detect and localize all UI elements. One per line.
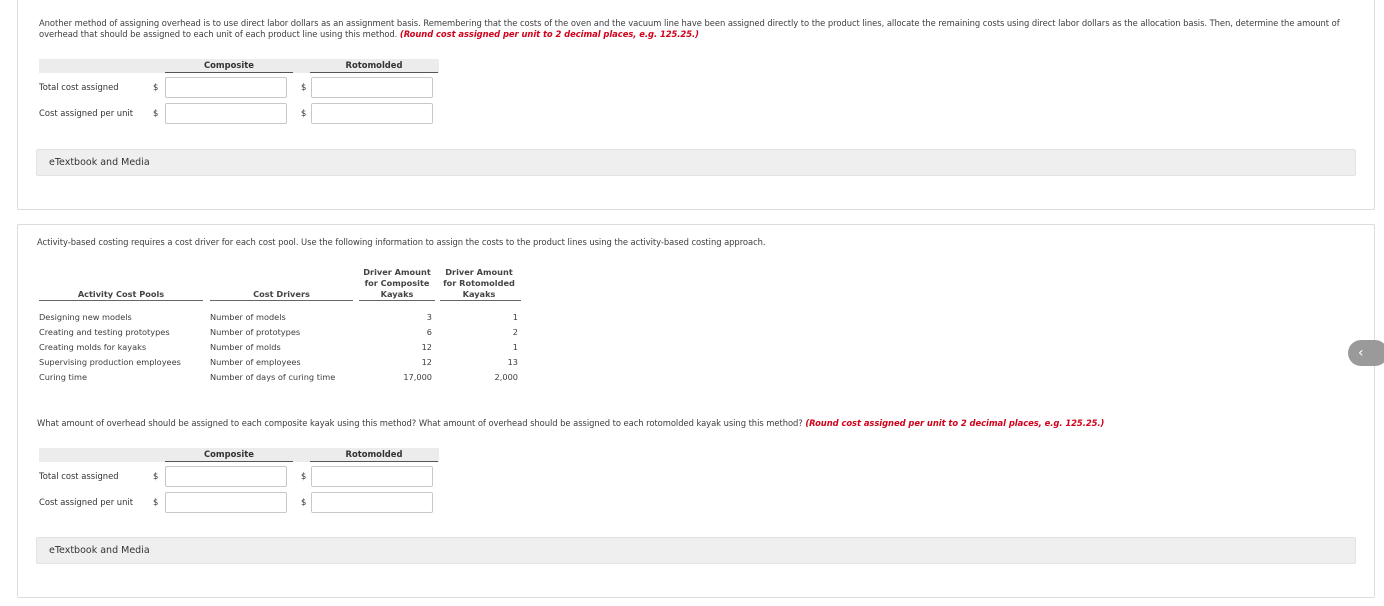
- dollar-sign: $: [301, 108, 307, 118]
- driver-cell: Number of prototypes: [210, 327, 301, 337]
- row-label-cost-per-unit: Cost assigned per unit: [39, 108, 134, 118]
- row-label-cost-per-unit: Cost assigned per unit: [39, 497, 134, 507]
- composite-amount-cell: 12: [421, 342, 432, 352]
- abc-rotomolded-cost-per-unit-input[interactable]: [311, 492, 433, 513]
- column-header-composite: Composite: [165, 59, 293, 73]
- pool-cell: Curing time: [39, 372, 88, 382]
- abc-composite-total-cost-input[interactable]: [165, 466, 287, 487]
- driver-cell: Number of models: [210, 312, 286, 322]
- dollar-sign: $: [153, 497, 159, 507]
- row-label-total-cost: Total cost assigned: [39, 471, 119, 481]
- dollar-sign: $: [153, 82, 159, 92]
- composite-total-cost-input[interactable]: [165, 77, 287, 98]
- chevron-left-icon: ‹: [1358, 345, 1364, 361]
- abc-question: What amount of overhead should be assigned to each composite kayak using this method? What amount of overhead should be assigned to each rotomolded kayak using this method? (Round cost assigned per unit to 2 decimal places, e.g. 125.25.): [37, 418, 1105, 428]
- composite-amount-cell: 12: [421, 357, 432, 367]
- rotomolded-cost-per-unit-input[interactable]: [311, 103, 433, 124]
- rounding-instruction: (Round cost assigned per unit to 2 decimal places, e.g. 125.25.): [805, 418, 1105, 428]
- composite-amount-cell: 6: [426, 327, 432, 337]
- question-prompt: Another method of assigning overhead is to use direct labor dollars as an assignment basis. Remembering that the costs of the oven and the vacuum line have been assigned directly to the product lines, allocate the remaining costs using direct labor dollars as the allocation basis. Then, determine the amount of overhead that should be assigned to each unit of each product line using this method. (Round cost assigned per unit to 2 decimal places, e.g. 125.25.): [39, 18, 1340, 39]
- driver-cell: Number of employees: [210, 357, 301, 367]
- side-panel-toggle-button[interactable]: [1348, 340, 1384, 366]
- rotomolded-total-cost-input[interactable]: [311, 77, 433, 98]
- dollar-sign: $: [301, 82, 307, 92]
- etextbook-media-link[interactable]: eTextbook and Media: [36, 149, 1356, 176]
- activity-based-costing-card: [17, 224, 1375, 598]
- composite-cost-per-unit-input[interactable]: [165, 103, 287, 124]
- driver-cell: Number of days of curing time: [210, 372, 336, 382]
- header-underline: [39, 300, 203, 301]
- th-activity-cost-pools: Activity Cost Pools: [77, 289, 165, 299]
- etextbook-media-link[interactable]: eTextbook and Media: [36, 537, 1356, 564]
- composite-amount-cell: 3: [426, 312, 432, 322]
- column-header-composite: Composite: [165, 448, 293, 462]
- rotomolded-amount-cell: 1: [512, 312, 518, 322]
- pool-cell: Creating and testing prototypes: [39, 327, 170, 337]
- dollar-sign: $: [153, 471, 159, 481]
- header-underline: [359, 300, 435, 301]
- rotomolded-amount-cell: 13: [507, 357, 518, 367]
- dollar-sign: $: [153, 108, 159, 118]
- th-cost-drivers: Cost Drivers: [253, 289, 310, 299]
- pool-cell: Supervising production employees: [39, 357, 181, 367]
- header-underline: [210, 300, 353, 301]
- pool-cell: Designing new models: [39, 312, 132, 322]
- rounding-instruction: (Round cost assigned per unit to 2 decimal places, e.g. 125.25.): [399, 29, 699, 39]
- th-composite-line3: Kayaks: [380, 289, 414, 299]
- abc-rotomolded-total-cost-input[interactable]: [311, 466, 433, 487]
- dollar-sign: $: [301, 471, 307, 481]
- row-label-total-cost: Total cost assigned: [39, 82, 119, 92]
- th-rotomolded-line1: Driver Amount: [445, 267, 513, 277]
- driver-cell: Number of molds: [210, 342, 281, 352]
- th-composite-line2: for Composite: [364, 278, 430, 288]
- th-composite-line1: Driver Amount: [363, 267, 431, 277]
- abc-prompt: Activity-based costing requires a cost driver for each cost pool. Use the following information to assign the costs to the product lines using the activity-based costing approach.: [37, 237, 766, 247]
- th-rotomolded-line3: Kayaks: [462, 289, 496, 299]
- rotomolded-amount-cell: 2,000: [494, 372, 518, 382]
- pool-cell: Creating molds for kayaks: [39, 342, 147, 352]
- header-underline: [440, 300, 521, 301]
- dollar-sign: $: [301, 497, 307, 507]
- overhead-direct-labor-card: [17, 0, 1375, 210]
- rotomolded-amount-cell: 2: [512, 327, 518, 337]
- column-header-rotomolded: Rotomolded: [310, 59, 438, 73]
- composite-amount-cell: 17,000: [403, 372, 432, 382]
- column-header-rotomolded: Rotomolded: [310, 448, 438, 462]
- th-rotomolded-line2: for Rotomolded: [443, 278, 515, 288]
- rotomolded-amount-cell: 1: [512, 342, 518, 352]
- abc-composite-cost-per-unit-input[interactable]: [165, 492, 287, 513]
